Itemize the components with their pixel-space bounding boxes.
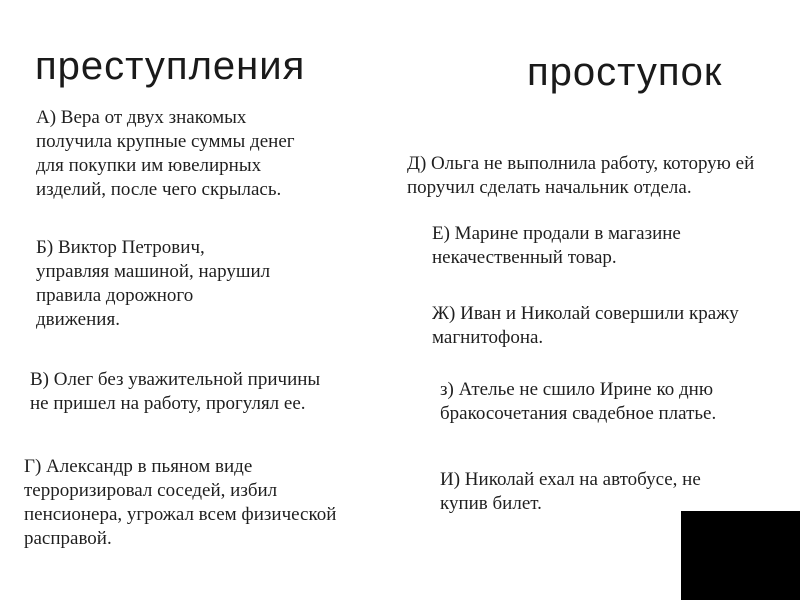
case-i-line: И) Николай ехал на автобусе, не [440,469,701,490]
case-b-line: правила дорожного [36,285,194,306]
case-b [36,236,270,332]
heading-misdemeanor: проступок [527,50,723,94]
case-a-line: А) Вера от двух знакомых [36,107,247,128]
case-a-line: для покупки им ювелирных [36,155,262,176]
case-a [36,106,295,202]
case-g-line: расправой. [24,528,112,549]
case-i-line: купив билет. [440,493,542,514]
case-g-line: терроризировал соседей, избил [24,480,278,501]
case-zh-line: Ж) Иван и Николай совершили кражу [432,303,739,324]
case-g-line: пенсионера, угрожал всем физической [24,504,337,525]
case-i [440,468,701,516]
case-v-line: не пришел на работу, прогулял ее. [30,393,306,414]
case-d [407,152,754,200]
case-zh [432,302,739,350]
case-d-line: поручил сделать начальник отдела. [407,177,692,198]
case-z-line: бракосочетания свадебное платье. [440,403,717,424]
case-d-line: Д) Ольга не выполнила работу, которую ей [407,153,755,174]
case-v-line: В) Олег без уважительной причины [30,369,321,390]
case-z [440,378,716,426]
case-zh-line: магнитофона. [432,327,544,348]
case-z-line: з) Ателье не сшило Ирине ко дню [440,379,714,400]
heading-crimes: преступления [35,44,306,88]
case-a-line: изделий, после чего скрылась. [36,179,282,200]
case-b-line: движения. [36,309,120,330]
case-g [24,455,336,551]
case-e-line: некачественный товар. [432,247,617,268]
case-b-line: Б) Виктор Петрович, [36,237,205,258]
case-v [30,368,320,416]
case-e-line: Е) Марине продали в магазине [432,223,681,244]
case-g-line: Г) Александр в пьяном виде [24,456,253,477]
black-corner-block [681,511,800,600]
case-a-line: получила крупные суммы денег [36,131,295,152]
case-e [432,222,681,270]
case-b-line: управляя машиной, нарушил [36,261,271,282]
